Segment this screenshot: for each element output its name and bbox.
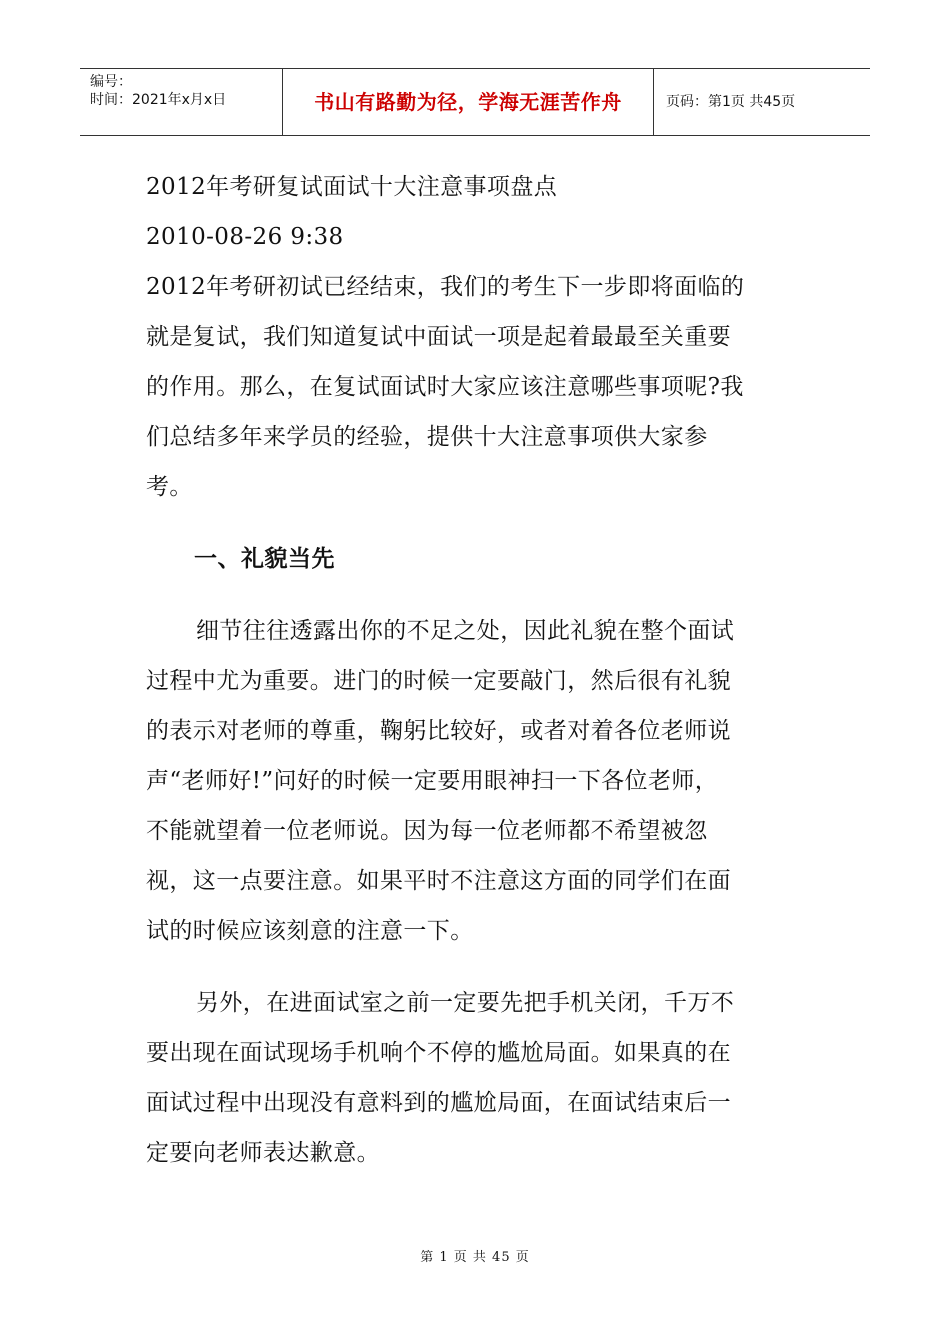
header-motto: 书山有路勤为径，学海无涯苦作舟 [282,69,654,135]
article-title: 2012年考研复试面试十大注意事项盘点 [146,174,558,200]
paragraph-courtesy [146,606,806,956]
section-heading: 一、礼貌当先 [194,546,335,572]
text-line: 的表示对老师的尊重，鞠躬比较好，或者对着各位老师说 [146,718,731,744]
text-line: 不能就望着一位老师说。因为每一位老师都不希望被忽 [146,818,708,844]
text-line: 细节往往透露出你的不足之处，因此礼貌在整个面试 [196,618,735,644]
document-time-label: 时间：2021年x月x日 [90,92,227,108]
intro-paragraph [146,262,806,512]
text-line: 面试过程中出现没有意料到的尴尬局面，在面试结束后一 [146,1090,731,1116]
text-line: 就是复试，我们知道复试中面试一项是起着最最至关重要 [146,324,731,350]
text-line: 2012年考研初试已经结束，我们的考生下一步即将面临的 [146,274,745,300]
text-line: 试的时候应该刻意的注意一下。 [146,918,474,944]
spacer [146,956,806,978]
text-line: 声“老师好!”问好的时候一定要用眼神扫一下各位老师， [146,768,719,794]
text-line: 视，这一点要注意。如果平时不注意这方面的同学们在面 [146,868,731,894]
spacer [146,512,806,534]
text-line: 们总结多年来学员的经验，提供十大注意事项供大家参 [146,424,708,450]
text-line: 定要向老师表达歉意。 [146,1140,380,1166]
text-line: 考。 [146,474,193,500]
text-line: 的作用。那么，在复试面试时大家应该注意哪些事项呢?我 [146,374,744,400]
document-number-label: 编号： [90,74,132,90]
page-footer: 第 1 页 共 45 页 [420,1250,530,1265]
page-header [80,68,870,136]
header-meta-cell [80,69,282,135]
article-datetime: 2010-08-26 9:38 [146,224,344,250]
text-line: 另外，在进面试室之前一定要先把手机关闭，千万不 [196,990,735,1016]
paragraph-phone [146,978,806,1178]
article-body [146,162,806,1178]
header-page-info: 页码：第1页 共45页 [666,94,796,110]
text-line: 过程中尤为重要。进门的时候一定要敲门，然后很有礼貌 [146,668,731,694]
text-line: 要出现在面试现场手机响个不停的尴尬局面。如果真的在 [146,1040,731,1066]
spacer [146,584,806,606]
